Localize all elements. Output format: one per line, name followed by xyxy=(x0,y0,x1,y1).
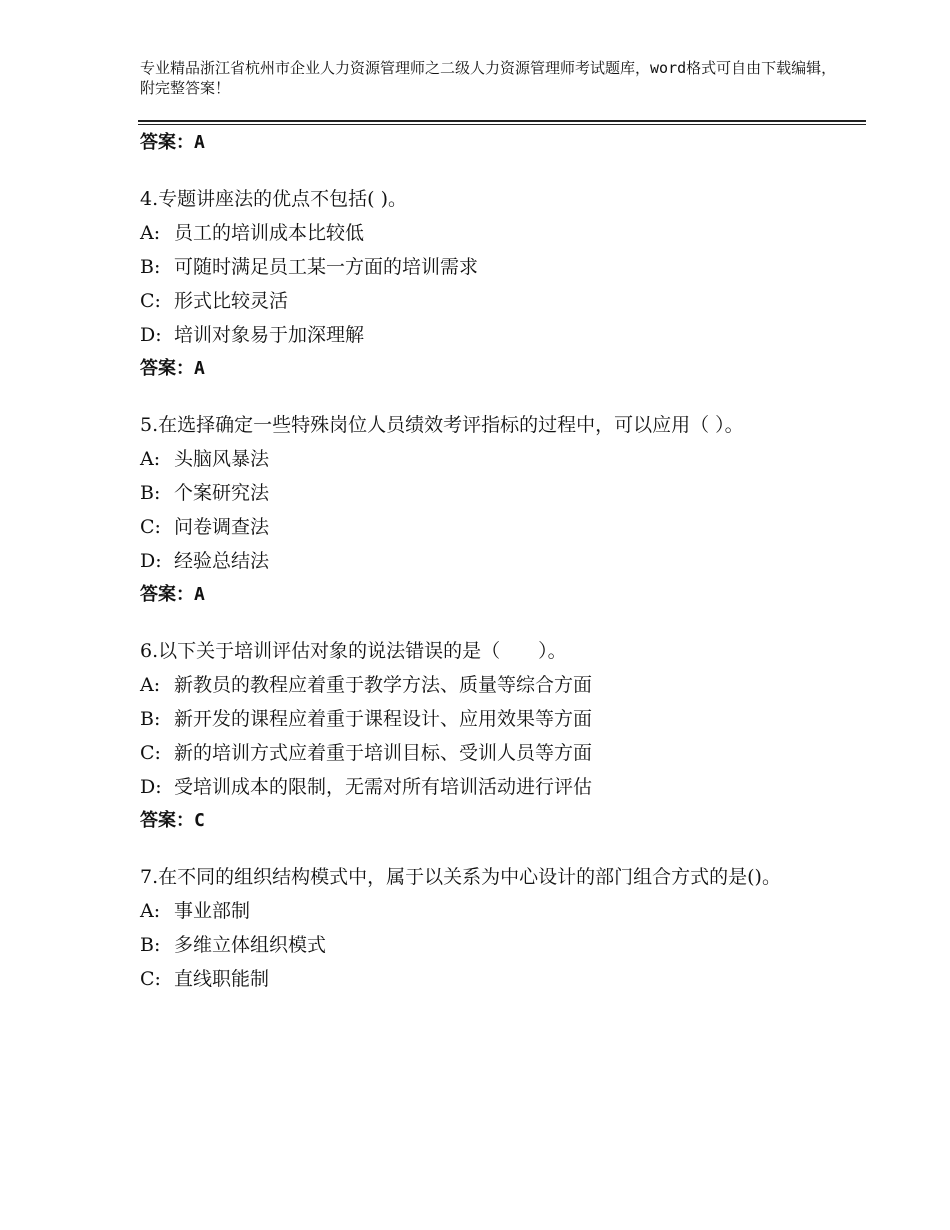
option-text: 事业部制 xyxy=(174,900,251,922)
option-b xyxy=(140,928,840,962)
option-key: C: xyxy=(140,968,161,990)
question-5 xyxy=(140,408,840,612)
option-key: B: xyxy=(140,482,161,504)
option-d xyxy=(140,318,840,352)
option-key: C: xyxy=(140,290,161,312)
option-text: 员工的培训成本比较低 xyxy=(174,222,365,244)
question-list xyxy=(140,126,840,996)
question-stem: 7.在不同的组织结构模式中，属于以关系为中心设计的部门组合方式的是()。 xyxy=(140,866,781,888)
question-stem: 5.在选择确定一些特殊岗位人员绩效考评指标的过程中，可以应用（ ）。 xyxy=(140,414,744,436)
option-key: C: xyxy=(140,742,161,764)
question-6 xyxy=(140,634,840,838)
option-text: 新开发的课程应着重于课程设计、应用效果等方面 xyxy=(174,708,593,730)
option-key: B: xyxy=(140,256,161,278)
option-text: 新的培训方式应着重于培训目标、受训人员等方面 xyxy=(174,742,593,764)
option-c xyxy=(140,736,840,770)
option-a xyxy=(140,216,840,250)
answer-line: 答案：A xyxy=(140,584,205,605)
question-7 xyxy=(140,860,840,996)
option-key: B: xyxy=(140,934,161,956)
option-text: 新教员的教程应着重于教学方法、质量等综合方面 xyxy=(174,674,593,696)
option-text: 受培训成本的限制，无需对所有培训活动进行评估 xyxy=(174,776,593,798)
option-text: 形式比较灵活 xyxy=(174,290,289,312)
option-b xyxy=(140,702,840,736)
option-text: 头脑风暴法 xyxy=(174,448,270,470)
option-a xyxy=(140,894,840,928)
option-text: 直线职能制 xyxy=(174,968,270,990)
option-key: A: xyxy=(140,222,161,244)
option-key: C: xyxy=(140,516,161,538)
question-stem: 4.专题讲座法的优点不包括( )。 xyxy=(140,188,407,210)
option-text: 个案研究法 xyxy=(174,482,270,504)
option-key: A: xyxy=(140,674,161,696)
header-divider xyxy=(138,120,866,125)
option-key: A: xyxy=(140,900,161,922)
option-key: B: xyxy=(140,708,161,730)
option-c xyxy=(140,510,840,544)
option-c xyxy=(140,284,840,318)
option-b xyxy=(140,250,840,284)
option-key: D: xyxy=(140,324,162,346)
answer-line: 答案：A xyxy=(140,358,205,379)
answer-line: 答案：A xyxy=(140,132,205,153)
option-b xyxy=(140,476,840,510)
question-stem: 6.以下关于培训评估对象的说法错误的是（ ）。 xyxy=(140,640,567,662)
option-text: 可随时满足员工某一方面的培训需求 xyxy=(174,256,479,278)
option-d xyxy=(140,544,840,578)
option-c xyxy=(140,962,840,996)
option-a xyxy=(140,668,840,702)
option-d xyxy=(140,770,840,804)
option-text: 多维立体组织模式 xyxy=(174,934,327,956)
option-text: 培训对象易于加深理解 xyxy=(174,324,365,346)
document-header: 专业精品浙江省杭州市企业人力资源管理师之二级人力资源管理师考试题库，word格式可自由下载编辑，附完整答案！ xyxy=(140,59,837,97)
option-key: D: xyxy=(140,550,162,572)
question-4 xyxy=(140,182,840,386)
answer-line: 答案：C xyxy=(140,810,205,831)
option-a xyxy=(140,442,840,476)
option-key: D: xyxy=(140,776,162,798)
option-key: A: xyxy=(140,448,161,470)
option-text: 经验总结法 xyxy=(174,550,270,572)
option-text: 问卷调查法 xyxy=(174,516,270,538)
